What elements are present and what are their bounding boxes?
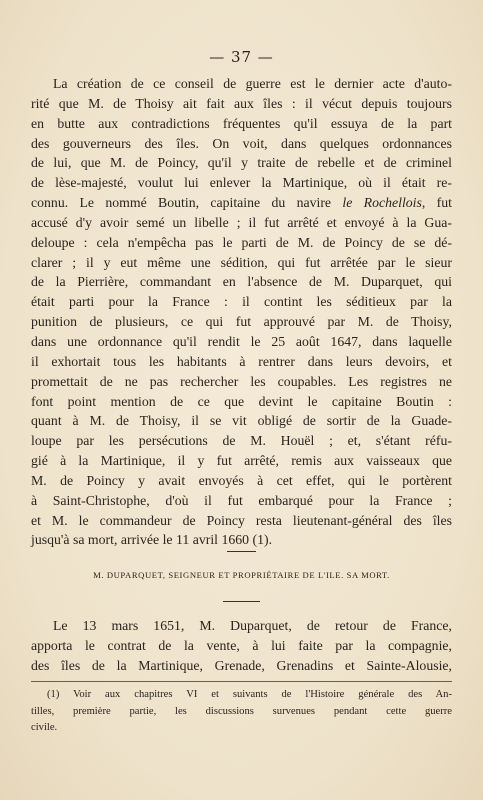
- text-line: [31, 193, 452, 213]
- text-line: et M. le commandeur de Poincy resta lieutenant-général des îles: [31, 512, 452, 528]
- text-line: apporta le contrat de la vente, à lui faite par la compagnie,: [31, 637, 452, 653]
- page-number: — 37 —: [209, 48, 274, 66]
- text-line: deloupe : cela n'empêcha pas le parti de M. de Poincy de se dé-: [31, 234, 452, 250]
- text-line: de lui, que M. de Poincy, qu'il y traite de rebelle et de criminel: [31, 155, 452, 171]
- footnote-line: tilles, première partie, les discussions survenues pendant cette guerre: [31, 705, 452, 717]
- text-line: accusé d'y avoir semé un libelle ; il fut arrêté et envoyé à la Gua-: [31, 214, 452, 230]
- text-line: gié à la Martinique, il y fut arrêté, remis aux vaisseaux que: [31, 453, 452, 469]
- footnote-line: civile.: [31, 722, 58, 733]
- text-line: dans une ordonnance qu'il rendit le 25 août 1647, dans laquelle: [31, 333, 452, 349]
- text-line: à Saint-Christophe, d'où il fut embarqué pour la France ;: [31, 492, 452, 508]
- text-line: clarer ; il y eut même une sédition, qui fut arrêtée par le sieur: [31, 254, 452, 270]
- section-divider-bottom: [223, 601, 260, 602]
- footnote-line: (1) Voir aux chapitres VI et suivants de l'Histoire générale des An-: [47, 689, 452, 700]
- section-divider-top: [227, 551, 256, 552]
- text-line: quant à M. de Thoisy, il se vit obligé de sortir de la Guade-: [31, 413, 452, 429]
- footnote-rule: [31, 681, 452, 682]
- footnote: [31, 687, 452, 737]
- text-line: il exhortait tous les habitants à rentrer dans leurs devoirs, et: [31, 353, 452, 369]
- text-line: jusqu'à sa mort, arrivée le 11 avril 1660 (1).: [31, 532, 273, 548]
- text-line: de la Pierrière, commandant en l'absence de M. Duparquet, qui: [31, 274, 452, 290]
- text-fragment: , fut: [421, 195, 452, 211]
- ship-name: le Rochellois: [342, 195, 422, 211]
- text-line: des îles de la Martinique, Grenade, Grenadins et Sainte-Alousie,: [31, 657, 452, 673]
- text-line: La création de ce conseil de guerre est le dernier acte d'auto-: [53, 76, 452, 91]
- text-line: M. de Poincy y avait envoyés à cet effet, qui le portèrent: [31, 472, 452, 488]
- text-line: promettait de ne pas rechercher les coupables. Les registres ne: [31, 373, 452, 389]
- text-line: font point mention de ce que devint le capitaine Boutin :: [31, 393, 452, 409]
- paragraph-1: [31, 74, 452, 550]
- text-line: en butte aux contradictions fréquentes qu'il essuya de la part: [31, 115, 452, 131]
- text-line: punition de plusieurs, ce qui fut approuvé par M. de Thoisy,: [31, 314, 452, 330]
- text-line: loupe par les persécutions de M. Houël ; et, s'étant réfu-: [31, 433, 452, 449]
- text-fragment: connu. Le nommé Boutin, capitaine du navire: [31, 195, 343, 211]
- text-line: était parti pour la France : il contint les séditieux par la: [31, 294, 452, 310]
- text-line: rité que M. de Thoisy ait fait aux îles : il vécut depuis toujours: [31, 95, 452, 111]
- section-heading: M. DUPARQUET, SEIGNEUR ET PROPRIÉTAIRE DE L'ILE. SA MORT.: [93, 570, 390, 580]
- paragraph-2: [31, 616, 452, 676]
- text-line: Le 13 mars 1651, M. Duparquet, de retour de France,: [53, 618, 452, 633]
- text-line: des gouverneurs des îles. On voit, dans quelques ordonnances: [31, 135, 452, 151]
- text-line: de lèse-majesté, voulut lui enlever la Martinique, où il était re-: [31, 175, 452, 191]
